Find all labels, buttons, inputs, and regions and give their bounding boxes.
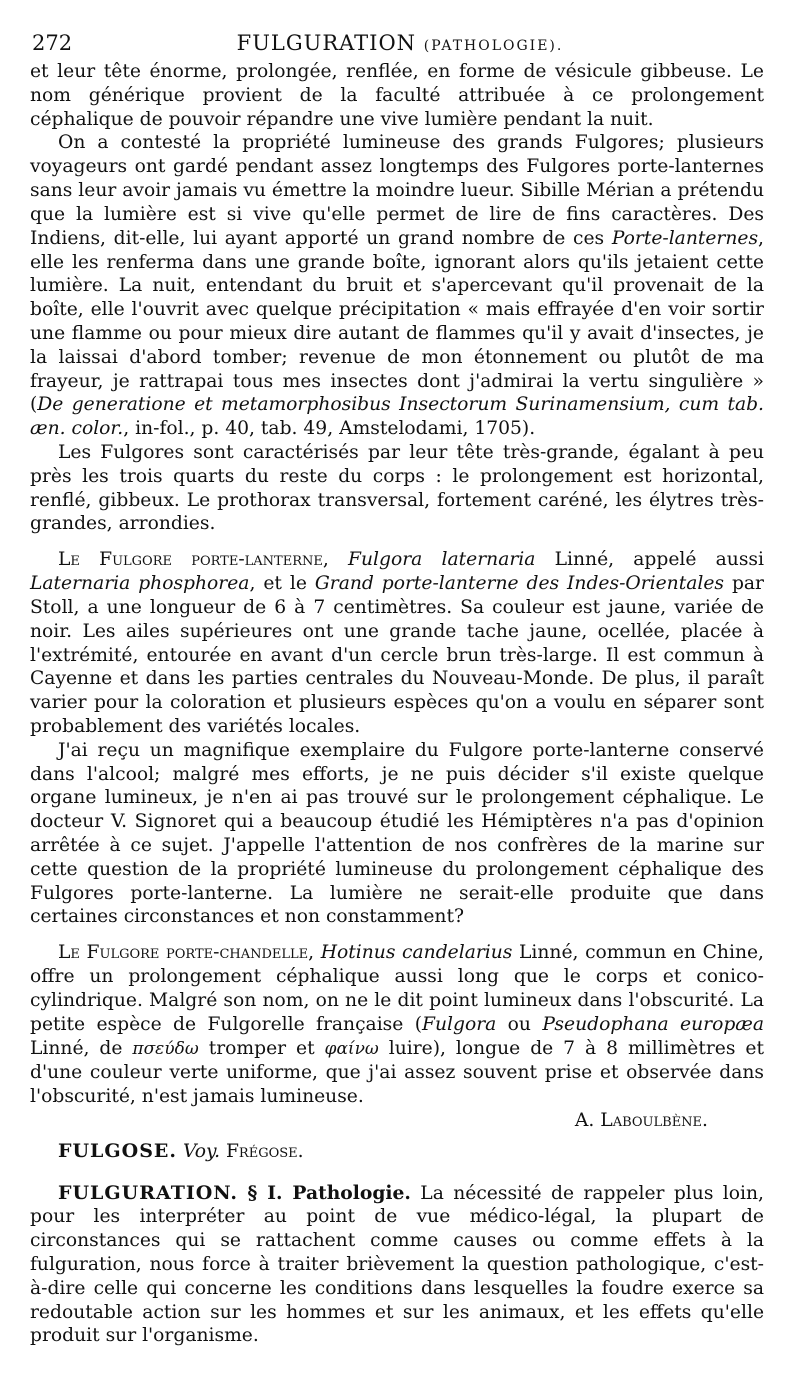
latin-name: Pseudophana europæa (542, 1013, 764, 1035)
running-title (28, 28, 772, 61)
species-name: Le Fulgore porte-chandelle, (58, 942, 315, 964)
running-title-main: FULGURATION (236, 31, 417, 55)
greek-word: φαίνω (324, 1038, 379, 1059)
greek-word: πσεύδω (132, 1038, 199, 1059)
common-name: Grand porte-lanterne des Indes-Orientales (314, 573, 724, 595)
text-run: La nécessité de rappeler plus loin, pour les interpréter au point de vue médico-légal, la plupart de circonstances qui se rattachent comme causes ou comme effets à la fulguration, nous force à traiter brièvement la question pathologique, c'est-à-dire celle qui concerne les conditions dans lesquelles la foudre exerce sa redoutable action sur les hommes et sur les animaux, et les effets qu'elle produit sur l'organisme. (30, 1182, 764, 1347)
page-number: 272 (32, 31, 73, 55)
paragraph-specimen: J'ai reçu un magnifique exemplaire du Fulgore porte-lanterne conservé dans l'alcool; malgré mes efforts, je ne puis décider s'il existe quelque organe lumineux, je n'en ai pas trouvé sur le prolongement céphalique. Le docteur V. Signoret qui a beaucoup étudié les Hémiptères n'a pas d'opinion arrêtée à ce sujet. J'appelle l'attention de nos confrères de la marine sur cette question de la propriété lumineuse du prolongement céphalique des Fulgores porte-lanterne. La lumière ne serait-elle produite que dans certaines circonstances et non constamment? (30, 739, 764, 928)
text-run: On a contesté la propriété lumineuse des grands Fulgores; plusieurs voyageurs ont gardé pendant assez longtemps des Fulgores porte-lanternes sans leur avoir jamais vu émettre la moindre lueur. Sibille Mérian a prétendu que la lumière est si vive qu'elle permet de lire de fins caractères. Des Indiens, dit-elle, lui ayant apporté un grand nombre de ces (30, 132, 765, 249)
latin-name: Laternaria phosphorea (30, 573, 250, 595)
italic-run: Porte-lanternes (611, 227, 759, 249)
entry-fulgose (30, 1140, 764, 1164)
text-run: ou (496, 1013, 543, 1035)
paragraph-characteristics: Les Fulgores sont caractérisés par leur tête très-grande, égalant à peu près les trois quarts du reste du corps : le prolongement est horizontal, renflé, gibbeux. Le prothorax transversal, fortement caréné, les élytres très-grandes, arrondies. (30, 442, 764, 535)
citation-title: De generatione et metamorphosibus Insectorum Surinamensium, cum tab. æn. color. (30, 394, 764, 440)
see-also-label: Voy. (182, 1140, 221, 1162)
text-run: Linné, appelé aussi (535, 549, 765, 571)
latin-name: Fulgora (422, 1013, 497, 1035)
entry-headword: FULGOSE. (58, 1139, 178, 1162)
paragraph-merian (30, 131, 764, 441)
text-run: , in-fol., p. 40, tab. 49, Amstelodami, 1705). (123, 418, 536, 440)
text-run: , elle les renferma dans une grande boîte, ignorant alors qu'ils jetaient cette lumière. La nuit, entendant du bruit et s'apercevant qu'il provenait de la boîte, elle l'ouvrit avec quelque précipitation « mais effrayée d'en voir sortir une flamme ou pour mieux dire autant de flammes qu'il y avait d'insectes, je la laissai d'abord tomber; revenue de mon étonnement ou plutôt de ma frayeur, je rattrapai tous mes insectes dont j'admirai la vertu singulière » ( (30, 227, 764, 416)
paragraph-porte-chandelle (30, 941, 764, 1109)
paragraph-continuation: et leur tête énorme, prolongée, renflée, en forme de vésicule gibbeuse. Le nom générique provient de la faculté attribuée à ce prolongement céphalique de pouvoir répandre une vive lumière pendant la nuit. (30, 61, 764, 130)
section-heading: § I. Pathologie. (247, 1181, 411, 1204)
running-title-sub: (PATHOLOGIE). (423, 38, 564, 54)
cross-reference: Frégose. (225, 1140, 304, 1162)
text-run: luire), longue de 7 à 8 millimètres et d'une couleur verte uniforme, que j'ai assez souvent prise et observée dans l'obscurité, n'est jamais lumineuse. (30, 1037, 764, 1108)
entry-fulguration (30, 1182, 764, 1349)
text-run: par Stoll, a une longueur de 6 à 7 centimètres. Sa couleur est jaune, variée de noir. Les ailes supérieures ont une grande tache jaune, ocellée, placée à l'extrémité, entourée en avant d'un cercle brun très-large. Il est commun à Cayenne et dans les parties centrales du Nouveau-Monde. De plus, il paraît varier pour la coloration et plusieurs espèces qu'on a voulu en séparer sont probablement des variétés locales. (30, 573, 764, 737)
page-header (28, 28, 772, 58)
text-run: , et le (249, 573, 315, 595)
paragraph-porte-lanterne (30, 548, 764, 739)
latin-name: Hotinus candelarius (320, 942, 513, 964)
species-name: Le Fulgore porte-lanterne, (58, 549, 329, 571)
latin-name: Fulgora laternaria (348, 549, 536, 571)
text-run: tromper et (198, 1037, 325, 1059)
text-run: Linné, de (30, 1037, 133, 1059)
text-run: Linné, commun en Chine, offre un prolongement céphalique aussi long que le corps et conico-cylindrique. Malgré son nom, on ne le dit point lumineux dans l'obscurité. La petite espèce de Fulgorelle française ( (30, 942, 764, 1035)
entry-headword: FULGURATION. (58, 1181, 239, 1204)
author-signature: A. Laboulbène. (574, 1109, 708, 1131)
body-text (30, 60, 764, 1348)
